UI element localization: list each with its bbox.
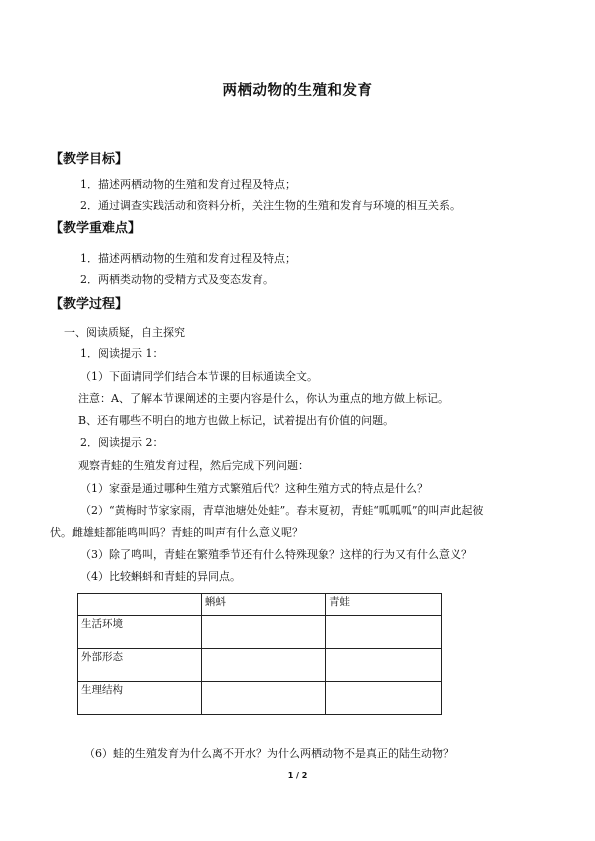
note-a: 注意：A、了解本节课阐述的主要内容是什么，你认为重点的地方做上标记。	[78, 392, 449, 405]
page-number: 1 / 2	[287, 771, 308, 780]
table-header-cell: 蝌蚪	[202, 594, 326, 616]
question-2-line-1: （2）“黄梅时节家家雨，青草池塘处处蛙”。春末夏初，青蛙“呱呱呱”的叫声此起彼	[80, 504, 484, 517]
table-row	[78, 649, 442, 682]
observe-instruction: 观察青蛙的生殖发育过程，然后完成下列问题：	[78, 459, 309, 472]
question-3: （3）除了鸣叫，青蛙在繁殖季节还有什么特殊现象？这样的行为又有什么意义？	[80, 548, 472, 561]
table-row	[78, 682, 442, 715]
reading-hint-1-item: （1）下面请同学们结合本节课的目标通读全文。	[80, 370, 318, 383]
key-point-item-1: 1．描述两栖动物的生殖和发育过程及特点；	[80, 252, 296, 265]
reading-hint-2-title: 2．阅读提示 2：	[80, 436, 164, 449]
note-b: B、还有哪些不明白的地方也做上标记，试着提出有价值的问题。	[78, 414, 395, 427]
question-1: （1）家蚕是通过哪种生殖方式繁殖后代？这种生殖方式的特点是什么？	[80, 482, 428, 495]
table-header-cell	[78, 594, 202, 616]
table-cell: 生理结构	[78, 682, 202, 715]
reading-hint-1-title: 1．阅读提示 1：	[80, 347, 164, 360]
process-part-1: 一、阅读质疑，自主探究	[64, 326, 185, 339]
table-cell: 生活环境	[78, 616, 202, 649]
table-header-cell: 青蛙	[326, 594, 442, 616]
comparison-table	[77, 593, 442, 715]
question-2-line-2: 伏。雌雄蛙都能鸣叫吗？青蛙的叫声有什么意义呢？	[50, 526, 303, 539]
goal-item-2: 2．通过调查实践活动和资料分析，关注生物的生殖和发育与环境的相互关系。	[80, 199, 461, 212]
page-title: 两栖动物的生殖和发育	[222, 83, 373, 99]
table-cell	[326, 616, 442, 649]
section-heading-goals: 【教学目标】	[50, 152, 129, 167]
question-4: （4）比较蝌蚪和青蛙的异同点。	[80, 570, 241, 583]
goal-item-1: 1．描述两栖动物的生殖和发育过程及特点；	[80, 178, 296, 191]
table-cell	[202, 649, 326, 682]
table-cell	[202, 616, 326, 649]
table-cell	[326, 682, 442, 715]
key-point-item-2: 2．两栖类动物的受精方式及变态发育。	[80, 273, 274, 286]
table-cell: 外部形态	[78, 649, 202, 682]
question-6: （6）蛙的生殖发育为什么离不开水？为什么两栖动物不是真正的陆生动物？	[84, 747, 454, 760]
table-header-row	[78, 594, 442, 616]
table-cell	[202, 682, 326, 715]
section-heading-key-points: 【教学重难点】	[50, 221, 142, 236]
table-row	[78, 616, 442, 649]
table-cell	[326, 649, 442, 682]
section-heading-process: 【教学过程】	[50, 297, 129, 312]
